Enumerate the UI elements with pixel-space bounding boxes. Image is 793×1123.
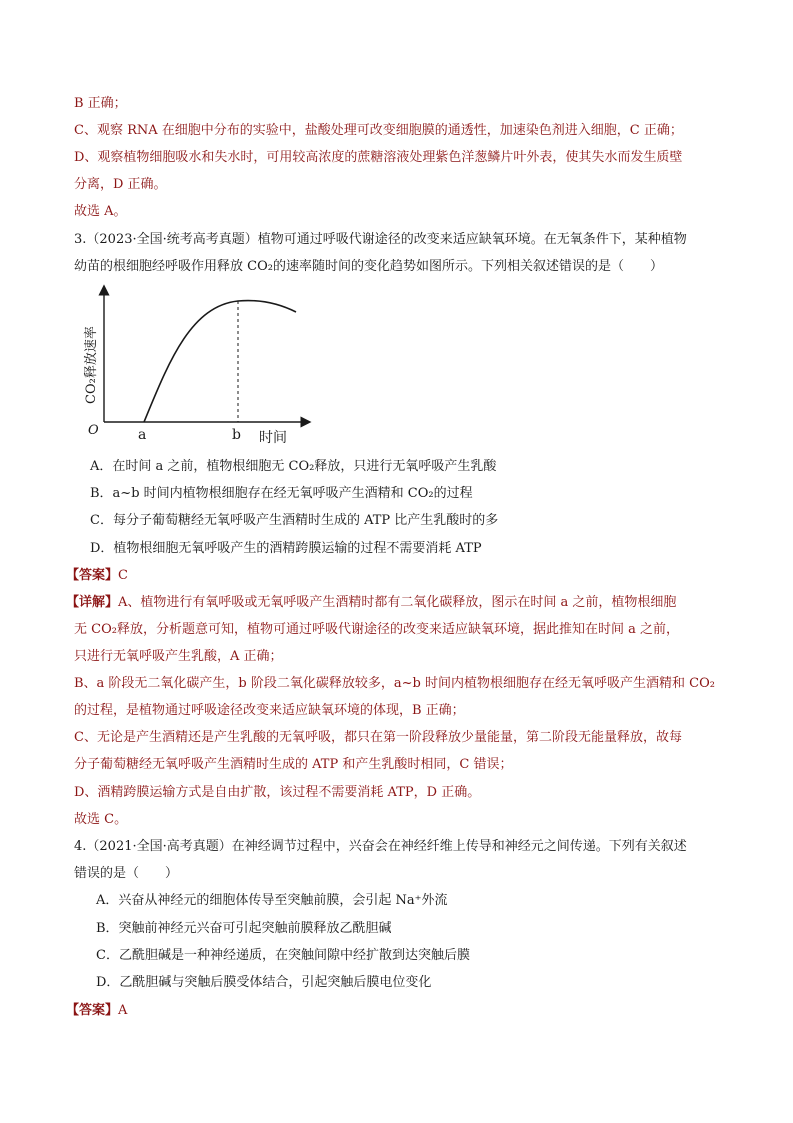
q4-option-a: A．兴奋从神经元的细胞体传导至突触前膜，会引起 Na⁺外流	[96, 893, 448, 908]
q3-detail-line1	[66, 594, 676, 612]
point-a-label: a	[138, 427, 147, 443]
q4-answer-label: 【答案】	[66, 1003, 119, 1018]
q3-option-d: D．植物根细胞无氧呼吸产生的酒精跨膜运输的过程不需要消耗 ATP	[90, 541, 482, 556]
q4-answer-value: A	[118, 1003, 128, 1018]
q3-detail-text1: A、植物进行有氧呼吸或无氧呼吸产生酒精时都有二氧化碳释放，图示在时间 a 之前，植物根细胞	[118, 595, 677, 610]
q3-stem-line1: 3.（2023·全国·统考高考真题）植物可通过呼吸代谢途径的改变来适应缺氧环境。在无氧条件下，某种植物	[74, 232, 687, 247]
q2-explain-d2: 分离，D 正确。	[74, 177, 167, 192]
co2-rate-curve	[144, 301, 296, 422]
q3-answer-value: C	[118, 568, 128, 583]
q3-detail-line4: B、a 阶段无二氧化碳产生，b 阶段二氧化碳释放较多，a~b 时间内植物根细胞存在经无氧呼吸产生酒精和 CO₂	[74, 676, 715, 691]
origin-label: O	[88, 423, 99, 438]
q3-graph	[70, 284, 315, 446]
q4-option-d: D．乙酰胆碱与突触后膜受体结合，引起突触后膜电位变化	[96, 975, 432, 990]
q3-stem-line2: 幼苗的根细胞经呼吸作用释放 CO₂的速率随时间的变化趋势如图所示。下列相关叙述错误的是（ ）	[74, 259, 663, 274]
q4-option-c: C．乙酰胆碱是一种神经递质，在突触间隙中经扩散到达突触后膜	[96, 948, 470, 963]
point-b-label: b	[232, 427, 241, 443]
q3-answer	[66, 567, 128, 585]
q3-answer-label: 【答案】	[66, 568, 119, 583]
q3-detail-line3: 只进行无氧呼吸产生乳酸，A 正确；	[74, 649, 283, 664]
q4-answer	[66, 1002, 127, 1020]
q3-detail-line6: C、无论是产生酒精还是产生乳酸的无氧呼吸，都只在第一阶段释放少量能量，第二阶段无能量释放，故每	[74, 730, 682, 745]
q3-detail-line8: D、酒精跨膜运输方式是自由扩散，该过程不需要消耗 ATP，D 正确。	[74, 785, 481, 800]
q3-option-b: B．a~b 时间内植物根细胞存在经无氧呼吸产生酒精和 CO₂的过程	[90, 486, 473, 501]
q3-detail-line5: 的过程，是植物通过呼吸途径改变来适应缺氧环境的体现，B 正确；	[74, 703, 465, 718]
q4-option-b: B．突触前神经元兴奋可引起突触前膜释放乙酰胆碱	[96, 921, 392, 936]
q2-explain-b: B 正确；	[74, 96, 127, 111]
q3-option-c: C．每分子葡萄糖经无氧呼吸产生酒精时生成的 ATP 比产生乳酸时的多	[90, 513, 499, 528]
q4-stem-line2: 错误的是（ ）	[74, 866, 179, 881]
q3-detail-label: 【详解】	[66, 595, 119, 610]
q2-explain-d1: D、观察植物细胞吸水和失水时，可用较高浓度的蔗糖溶液处理紫色洋葱鳞片叶外表，使其失水而发生质壁	[74, 150, 683, 165]
x-axis-label: 时间	[259, 430, 287, 446]
q2-answer: 故选 A。	[74, 204, 127, 219]
q3-option-a: A．在时间 a 之前，植物根细胞无 CO₂释放，只进行无氧呼吸产生乳酸	[90, 459, 497, 474]
q3-detail-line9: 故选 C。	[74, 812, 128, 827]
q3-detail-line7: 分子葡萄糖经无氧呼吸产生酒精时生成的 ATP 和产生乳酸时相同，C 错误；	[74, 757, 513, 772]
y-axis-label: CO₂释放速率	[84, 326, 99, 404]
q4-stem-line1: 4.（2021·全国·高考真题）在神经调节过程中，兴奋会在神经纤维上传导和神经元之间传递。下列有关叙述	[74, 839, 687, 854]
q3-detail-line2: 无 CO₂释放，分析题意可知，植物可通过呼吸代谢途径的改变来适应缺氧环境，据此推知在时间 a 之前，	[74, 622, 679, 637]
q2-explain-c: C、观察 RNA 在细胞中分布的实验中，盐酸处理可改变细胞膜的通透性，加速染色剂进入细胞，C 正确；	[74, 123, 683, 138]
